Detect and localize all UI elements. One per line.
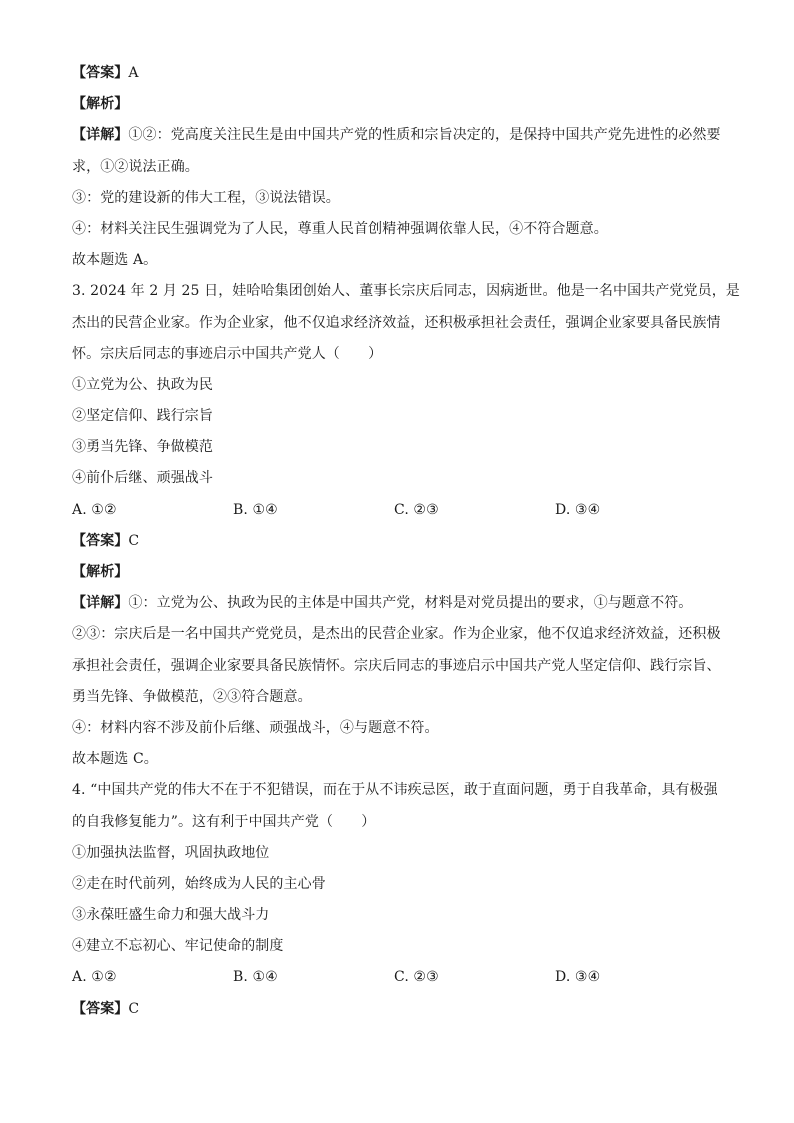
q4-stem-line: 4. “中国共产党的伟大不在于不犯错误，而在于从不讳疾忌医，敢于直面问题，勇于自我革命，具有极强: [72, 782, 718, 799]
q3-detail-line: ④：材料内容不涉及前仆后继、顽强战斗，④与题意不符。: [72, 719, 439, 736]
q2-detail-line: ③：党的建设新的伟大工程，③说法错误。: [72, 189, 340, 206]
q3-detail-line: [72, 588, 732, 619]
option-a: A. ①②: [72, 969, 117, 986]
q4-item: ②走在时代前列，始终成为人民的主心骨: [72, 875, 326, 892]
option-d: D. ③④: [555, 969, 601, 986]
q4-options: [72, 962, 732, 993]
option-d: D. ③④: [555, 501, 601, 518]
analysis-tag: 【解析】: [72, 96, 129, 113]
detail-text: ①②：党高度关注民生是由中国共产党的性质和宗旨决定的，是保持中国共产党先进性的必然要: [128, 127, 721, 144]
option-b: B. ①④: [233, 969, 278, 986]
q3-item: ③勇当先锋、争做模范: [72, 439, 213, 456]
q2-answer: [72, 58, 732, 89]
answer-tag: 【答案】: [72, 65, 129, 81]
q3-stem-line: 怀。宗庆后同志的事迹启示中国共产党人（ ）: [72, 345, 383, 362]
answer-value: C: [128, 532, 140, 549]
q3-analysis: [72, 557, 732, 588]
q2-conclusion: 故本题选 A。: [72, 252, 158, 269]
answer-tag: 【答案】: [72, 532, 129, 549]
q3-conclusion: 故本题选 C。: [72, 751, 158, 768]
q3-detail-line: 勇当先锋、争做模范，②③符合题意。: [72, 688, 312, 705]
q3-detail-line: ②③：宗庆后是一名中国共产党党员，是杰出的民营企业家。作为企业家，他不仅追求经济效益，还积极: [72, 626, 721, 643]
q2-detail-line: ④：材料关注民生强调党为了人民，尊重人民首创精神强调依靠人民，④不符合题意。: [72, 220, 608, 237]
q3-answer: [72, 526, 732, 557]
option-b: B. ①④: [233, 501, 278, 518]
option-a: A. ①②: [72, 501, 117, 518]
q3-detail-line: 承担社会责任，强调企业家要具备民族情怀。宗庆后同志的事迹启示中国共产党人坚定信仰、践行宗旨、: [72, 657, 721, 674]
q3-stem-line: 3. 2024 年 2 月 25 日，娃哈哈集团创始人、董事长宗庆后同志，因病逝世。他是一名中国共产党党员，是: [72, 283, 740, 300]
q2-detail-line: [72, 120, 732, 151]
q2-analysis: [72, 89, 732, 120]
q3-item: ①立党为公、执政为民: [72, 376, 213, 393]
answer-value: A: [128, 65, 139, 81]
q3-item: ②坚定信仰、践行宗旨: [72, 408, 213, 425]
detail-tag: 【详解】: [72, 127, 129, 144]
q4-item: ④建立不忘初心、牢记使命的制度: [72, 938, 284, 955]
option-c: C. ②③: [394, 501, 439, 518]
q4-stem-line: 的自我修复能力”。这有利于中国共产党（ ）: [72, 813, 376, 830]
q4-item: ③永葆旺盛生命力和强大战斗力: [72, 907, 270, 924]
q3-item: ④前仆后继、顽强战斗: [72, 470, 213, 487]
answer-tag: 【答案】: [72, 1000, 129, 1017]
detail-tag: 【详解】: [72, 595, 129, 612]
document-page: [72, 58, 740, 1025]
q3-stem-line: 杰出的民营企业家。作为企业家，他不仅追求经济效益，还积极承担社会责任，强调企业家要具备民族情: [72, 314, 721, 331]
option-c: C. ②③: [394, 969, 439, 986]
q2-detail-line: 求，①②说法正确。: [72, 158, 199, 175]
q3-options: [72, 495, 732, 526]
analysis-tag: 【解析】: [72, 564, 129, 580]
q4-item: ①加强执法监督，巩固执政地位: [72, 844, 270, 861]
detail-text: ①：立党为公、执政为民的主体是中国共产党，材料是对党员提出的要求，①与题意不符。: [128, 595, 693, 612]
q4-answer: [72, 994, 732, 1025]
answer-value: C: [128, 1000, 140, 1017]
